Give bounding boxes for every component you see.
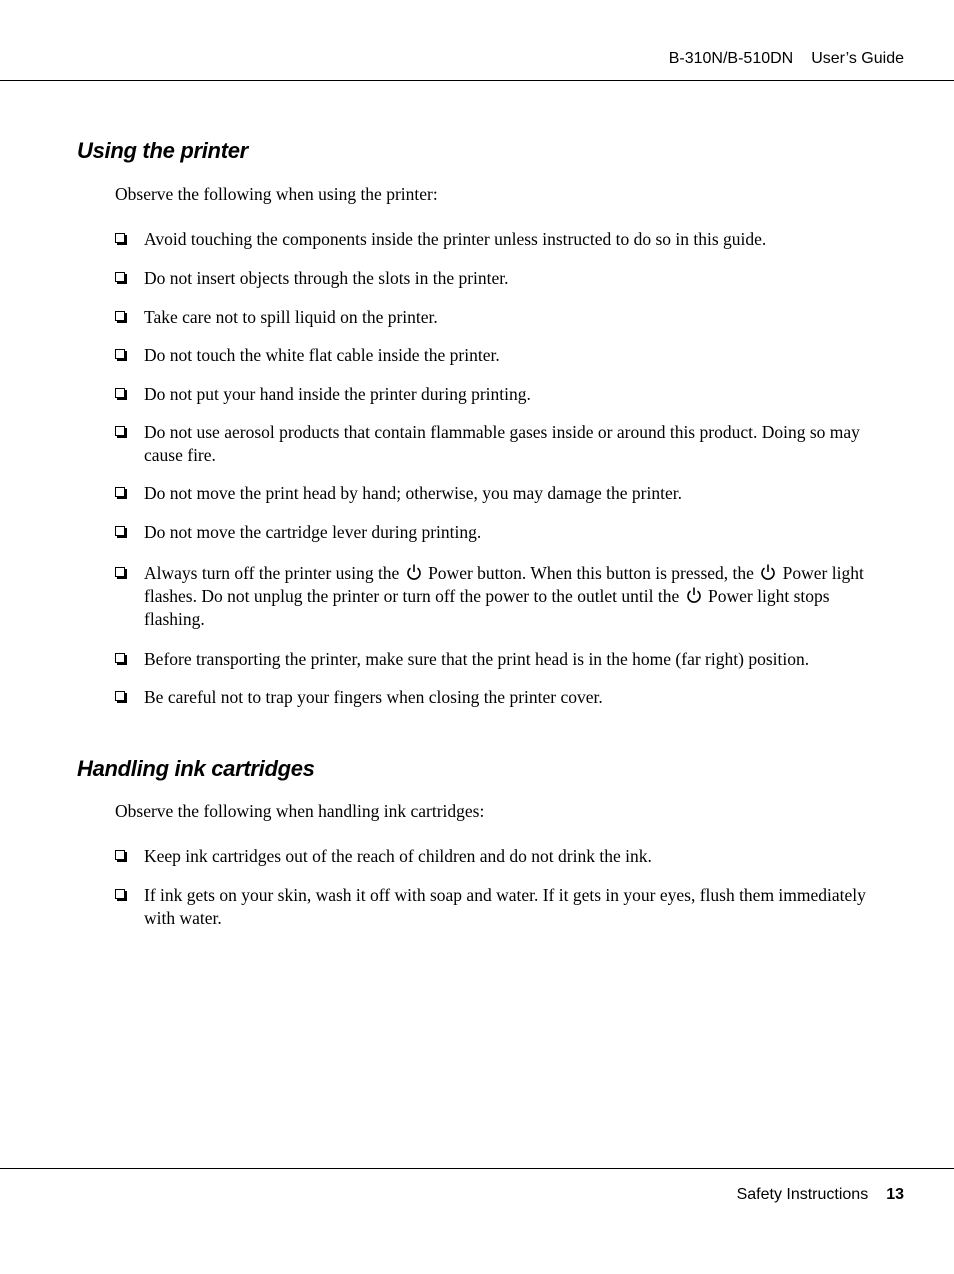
list-item: Do not touch the white flat cable inside the printer. — [115, 344, 880, 367]
list-item: Keep ink cartridges out of the reach of children and do not drink the ink. — [115, 845, 880, 868]
list-item: Be careful not to trap your fingers when closing the printer cover. — [115, 686, 880, 709]
list-item: Do not put your hand inside the printer during printing. — [115, 383, 880, 406]
checkbox-bullet-icon — [115, 388, 125, 398]
list-item: Before transporting the printer, make sure that the print head is in the home (far right) position. — [115, 648, 880, 671]
section-title-using-printer: Using the printer — [77, 138, 248, 163]
page-header — [0, 0, 954, 81]
page-footer — [737, 1186, 904, 1204]
checkbox-bullet-icon — [115, 311, 125, 321]
list-item: Do not move the cartridge lever during printing. — [115, 521, 880, 544]
checkbox-bullet-icon — [115, 349, 125, 359]
checkbox-bullet-icon — [115, 526, 125, 536]
list-item: Do not move the print head by hand; otherwise, you may damage the printer. — [115, 482, 880, 505]
power-icon — [686, 586, 702, 604]
power-icon — [760, 563, 776, 581]
list-item: If ink gets on your skin, wash it off with soap and water. If it gets in your eyes, flush them immediately with water. — [115, 884, 880, 930]
section-title-handling-ink: Handling ink cartridges — [77, 756, 315, 781]
page-number: 13 — [886, 1186, 904, 1203]
checkbox-bullet-icon — [115, 426, 125, 436]
checkbox-bullet-icon — [115, 691, 125, 701]
footer-rule — [0, 1168, 954, 1169]
header-guide: User’s Guide — [811, 50, 904, 67]
list-item: Do not insert objects through the slots in the printer. — [115, 267, 880, 290]
section-intro: Observe the following when handling ink cartridges: — [115, 801, 485, 821]
list-item: Do not use aerosol products that contain flammable gases inside or around this product. Doing so may cause fire. — [115, 421, 880, 467]
power-icon — [406, 563, 422, 581]
checkbox-bullet-icon — [115, 653, 125, 663]
checkbox-bullet-icon — [115, 850, 125, 860]
checkbox-bullet-icon — [115, 272, 125, 282]
checkbox-bullet-icon — [115, 487, 125, 497]
header-text — [669, 50, 904, 68]
footer-section: Safety Instructions — [736, 1186, 869, 1203]
checkbox-bullet-icon — [115, 567, 125, 577]
header-model: B-310N/B-510DN — [668, 50, 794, 67]
checkbox-bullet-icon — [115, 233, 125, 243]
list-item: Avoid touching the components inside the printer unless instructed to do so in this guide. — [115, 228, 880, 251]
list-item-power: Always turn off the printer using the Power button. When this button is pressed, the Power light flashes. Do not unplug the printer or turn off the power to the outlet until the Power light stops flashing. — [115, 562, 880, 631]
checkbox-bullet-icon — [115, 889, 125, 899]
section-intro: Observe the following when using the printer: — [115, 184, 438, 204]
list-item: Take care not to spill liquid on the printer. — [115, 306, 880, 329]
